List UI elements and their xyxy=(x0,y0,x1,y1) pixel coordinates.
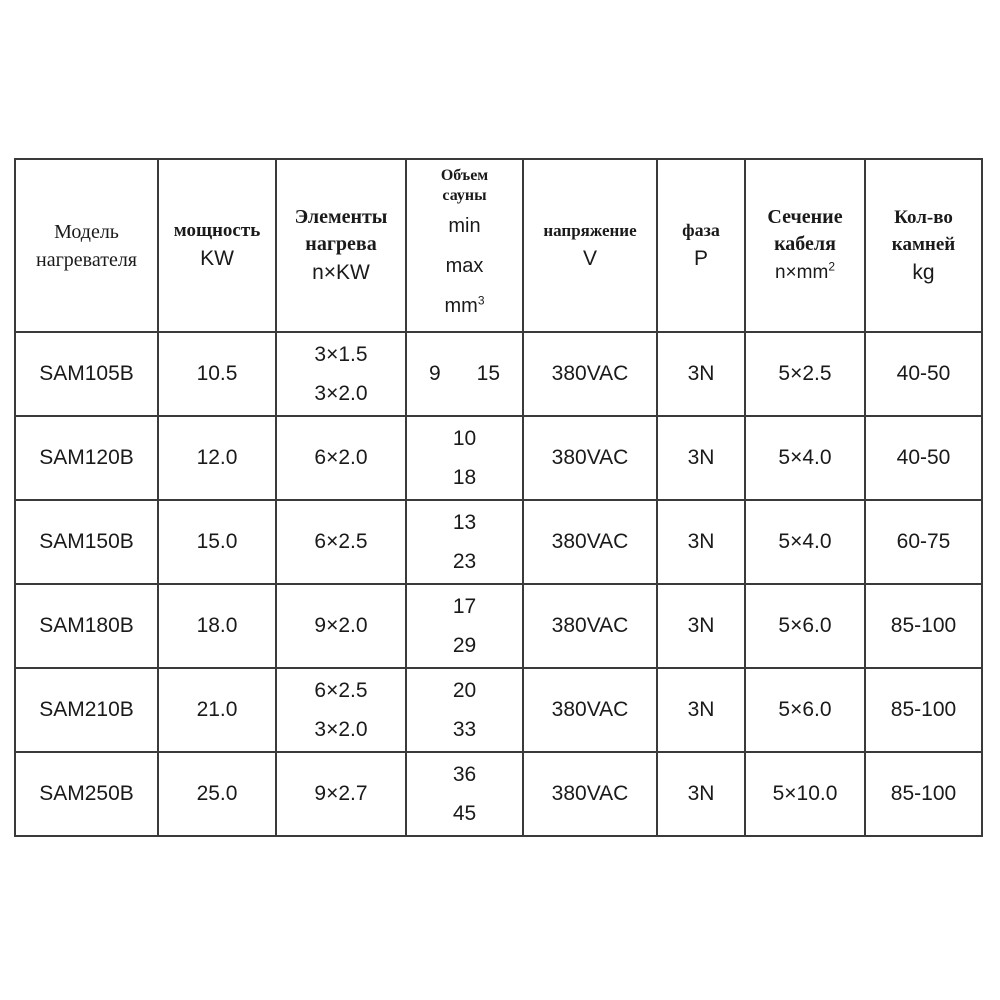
cell-voltage: 380VAC xyxy=(523,500,657,584)
header-stones-line1: Кол-во xyxy=(894,206,953,228)
header-volume-unit-base: mm xyxy=(444,294,478,317)
header-power-unit: KW xyxy=(200,247,234,270)
header-voltage-title: напряжение xyxy=(543,221,637,240)
table-row xyxy=(15,584,982,668)
cell-power: 18.0 xyxy=(158,584,276,668)
header-cable-line2: кабеля xyxy=(774,232,836,255)
header-cable xyxy=(745,159,865,332)
cell-volume-min: 9 xyxy=(428,362,441,385)
cell-volume-max: 18 xyxy=(452,466,477,489)
cell-elements: 9×2.0 xyxy=(276,584,406,668)
header-voltage xyxy=(523,159,657,332)
cell-phase: 3N xyxy=(657,332,745,416)
cell-volume xyxy=(406,332,523,416)
cell-volume-min: 10 xyxy=(452,427,477,450)
cell-elements xyxy=(276,332,406,416)
header-model xyxy=(15,159,158,332)
cell-stones: 85-100 xyxy=(865,668,982,752)
cell-model: SAM105B xyxy=(15,332,158,416)
header-phase xyxy=(657,159,745,332)
cell-power: 15.0 xyxy=(158,500,276,584)
table-row xyxy=(15,500,982,584)
heater-spec-table xyxy=(14,158,983,837)
header-model-line2: нагревателя xyxy=(36,248,137,271)
header-cable-unit-sup: 2 xyxy=(828,259,835,274)
cell-volume-min: 20 xyxy=(452,679,477,702)
cell-elements xyxy=(276,668,406,752)
header-volume-unit xyxy=(407,286,522,326)
cell-volume-max: 29 xyxy=(452,634,477,657)
header-elements xyxy=(276,159,406,332)
header-stones-line2: камней xyxy=(891,233,956,255)
cell-volume-min: 13 xyxy=(452,511,477,534)
cell-volume xyxy=(406,752,523,836)
table-row xyxy=(15,332,982,416)
header-voltage-unit: V xyxy=(582,247,597,270)
header-phase-title: фаза xyxy=(682,220,720,240)
cell-voltage: 380VAC xyxy=(523,332,657,416)
cell-elements: 6×2.5 xyxy=(276,500,406,584)
cell-voltage: 380VAC xyxy=(523,416,657,500)
cell-cable: 5×2.5 xyxy=(745,332,865,416)
cell-phase: 3N xyxy=(657,584,745,668)
table-row xyxy=(15,752,982,836)
cell-phase: 3N xyxy=(657,500,745,584)
header-volume xyxy=(406,159,523,332)
cell-cable: 5×10.0 xyxy=(745,752,865,836)
cell-stones: 85-100 xyxy=(865,752,982,836)
header-cable-unit xyxy=(746,258,864,288)
cell-elements-line2: 3×2.0 xyxy=(314,718,368,741)
cell-elements: 9×2.7 xyxy=(276,752,406,836)
cell-voltage: 380VAC xyxy=(523,752,657,836)
header-elements-line1: Элементы xyxy=(294,205,388,228)
table-row xyxy=(15,416,982,500)
cell-elements: 6×2.0 xyxy=(276,416,406,500)
cell-stones: 85-100 xyxy=(865,584,982,668)
header-volume-line2: сауны xyxy=(442,186,487,204)
cell-power: 10.5 xyxy=(158,332,276,416)
cell-voltage: 380VAC xyxy=(523,668,657,752)
cell-model: SAM180B xyxy=(15,584,158,668)
header-volume-unit-sup: 3 xyxy=(477,292,485,307)
header-row xyxy=(15,159,982,332)
cell-volume-max: 15 xyxy=(476,362,501,385)
cell-volume-min: 17 xyxy=(452,595,477,618)
cell-cable: 5×4.0 xyxy=(745,416,865,500)
cell-elements-line1: 6×2.5 xyxy=(314,679,368,702)
cell-model: SAM120B xyxy=(15,416,158,500)
cell-model: SAM250B xyxy=(15,752,158,836)
cell-power: 12.0 xyxy=(158,416,276,500)
cell-phase: 3N xyxy=(657,416,745,500)
cell-cable: 5×6.0 xyxy=(745,584,865,668)
header-stones-unit: kg xyxy=(912,260,935,284)
cell-volume xyxy=(406,584,523,668)
header-power-title: мощность xyxy=(173,220,261,241)
cell-cable: 5×6.0 xyxy=(745,668,865,752)
cell-phase: 3N xyxy=(657,752,745,836)
header-volume-max: max xyxy=(445,254,484,277)
cell-stones: 40-50 xyxy=(865,416,982,500)
table-row xyxy=(15,668,982,752)
cell-stones: 40-50 xyxy=(865,332,982,416)
cell-voltage: 380VAC xyxy=(523,584,657,668)
cell-volume xyxy=(406,500,523,584)
cell-model: SAM210B xyxy=(15,668,158,752)
cell-volume-max: 33 xyxy=(452,718,477,741)
cell-volume-max: 45 xyxy=(452,802,477,825)
header-elements-line2: нагрева xyxy=(305,232,377,255)
cell-volume-min: 36 xyxy=(452,763,477,786)
header-elements-unit: n×KW xyxy=(312,260,370,284)
header-stones xyxy=(865,159,982,332)
header-power xyxy=(158,159,276,332)
cell-cable: 5×4.0 xyxy=(745,500,865,584)
header-volume-line1: Объем xyxy=(440,166,489,184)
cell-volume-max: 23 xyxy=(452,550,477,573)
header-model-line1: Модель xyxy=(54,220,119,243)
cell-phase: 3N xyxy=(657,668,745,752)
cell-power: 25.0 xyxy=(158,752,276,836)
cell-power: 21.0 xyxy=(158,668,276,752)
header-cable-unit-base: n×mm xyxy=(774,261,829,283)
cell-model: SAM150B xyxy=(15,500,158,584)
cell-volume xyxy=(406,668,523,752)
cell-stones: 60-75 xyxy=(865,500,982,584)
cell-volume xyxy=(406,416,523,500)
header-phase-unit: P xyxy=(693,247,708,270)
cell-elements-line2: 3×2.0 xyxy=(314,382,368,405)
cell-elements-line1: 3×1.5 xyxy=(314,343,368,366)
header-cable-line1: Сечение xyxy=(767,205,843,228)
header-volume-min: min xyxy=(448,214,481,237)
